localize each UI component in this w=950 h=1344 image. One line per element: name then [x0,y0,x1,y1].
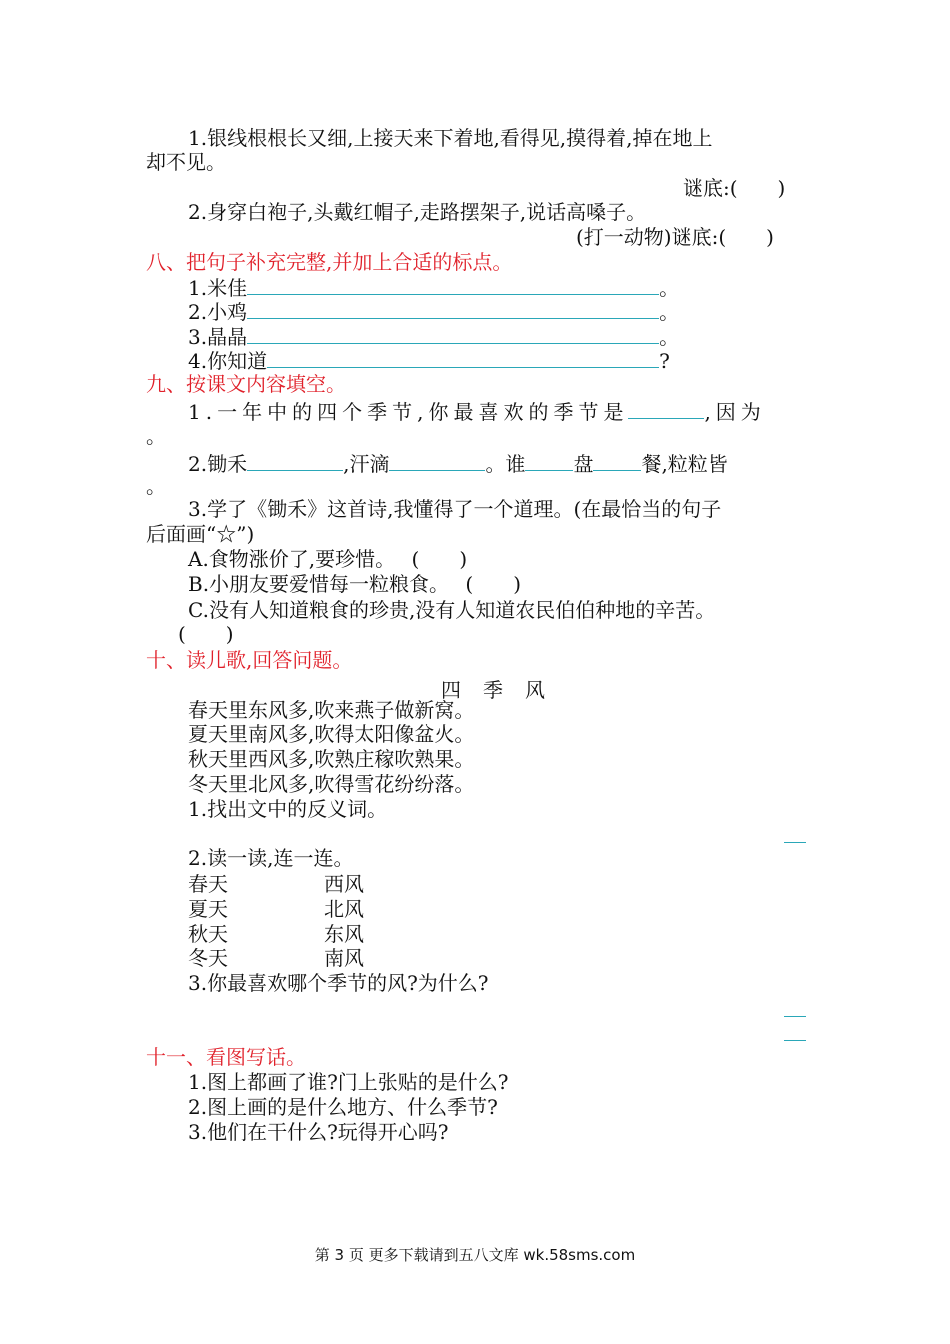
s9-option-c: C.没有人知道粮食的珍贵,没有人知道农民伯伯种地的辛苦。 [188,598,716,622]
wind-north: 北风 [324,897,364,921]
riddle-1-answer: 谜底:( ) [683,176,786,200]
section-10-heading: 十、读儿歌,回答问题。 [146,648,353,672]
season-autumn: 秋天 [188,922,228,946]
poem-line-4: 冬天里北风多,吹得雪花纷纷落。 [188,772,475,796]
poem-line-3: 秋天里西风多,吹熟庄稼吹熟果。 [188,747,475,771]
poem-line-2: 夏天里南风多,吹得太阳像盆火。 [188,722,475,746]
s9-q2: 2.锄禾 ,汗滴 。谁 盘 餐,粒粒皆 [188,452,728,476]
season-winter: 冬天 [188,946,228,970]
s9-q3-line-2: 后面画“☆”) [146,522,255,546]
section-8-heading: 八、把句子补充完整,并加上合适的标点。 [146,250,513,274]
riddle-1-line-1: 1.银线根根长又细,上接天来下着地,看得见,摸得着,掉在地上 [188,126,713,150]
s9-option-a: A.食物涨价了,要珍惜。 ( ) [188,547,468,571]
s9-option-b: B.小朋友要爱惜每一粒粮食。 ( ) [188,572,522,596]
section-11-heading: 十一、看图写话。 [146,1045,306,1069]
s10-q3: 3.你最喜欢哪个季节的风?为什么? [188,971,489,995]
s8-item-2: 2.小鸡 。 [188,300,680,324]
riddle-2-answer: (打一动物)谜底:( ) [576,225,774,249]
s10-q1: 1.找出文中的反义词。 [188,797,388,821]
season-spring: 春天 [188,872,228,896]
wind-south: 南风 [324,946,364,970]
s8-item-4: 4.你知道 ? [188,349,670,373]
s9-option-c-paren: ( ) [178,622,234,646]
wind-west: 西风 [324,872,364,896]
answer-line [784,1040,806,1041]
s9-q1: 1.一年中的四个季节,你最喜欢的季节是 ,因为 [188,400,766,424]
s9-q1-end: 。 [146,424,166,448]
poem-line-1: 春天里东风多,吹来燕子做新窝。 [188,698,475,722]
season-summer: 夏天 [188,897,228,921]
page-footer: 第 3 页 更多下载请到五八文库 wk.58sms.com [314,1246,636,1264]
wind-east: 东风 [324,922,364,946]
riddle-1-line-2: 却不见。 [146,150,226,174]
s11-item-2: 2.图上画的是什么地方、什么季节? [188,1095,498,1119]
s10-q2: 2.读一读,连一连。 [188,846,354,870]
answer-line [784,842,806,843]
section-9-heading: 九、按课文内容填空。 [146,372,346,396]
s11-item-1: 1.图上都画了谁?门上张贴的是什么? [188,1070,509,1094]
s8-item-1: 1.米佳 。 [188,276,680,300]
s9-q3-line-1: 3.学了《锄禾》这首诗,我懂得了一个道理。(在最恰当的句子 [188,497,722,521]
answer-line [784,1016,806,1017]
poem-title: 四季风 [441,678,567,702]
s8-item-3: 3.晶晶 。 [188,325,680,349]
s9-q2-end: 。 [146,474,166,498]
s11-item-3: 3.他们在干什么?玩得开心吗? [188,1120,449,1144]
riddle-2-line-1: 2.身穿白袍子,头戴红帽子,走路摆架子,说话高嗓子。 [188,200,647,224]
